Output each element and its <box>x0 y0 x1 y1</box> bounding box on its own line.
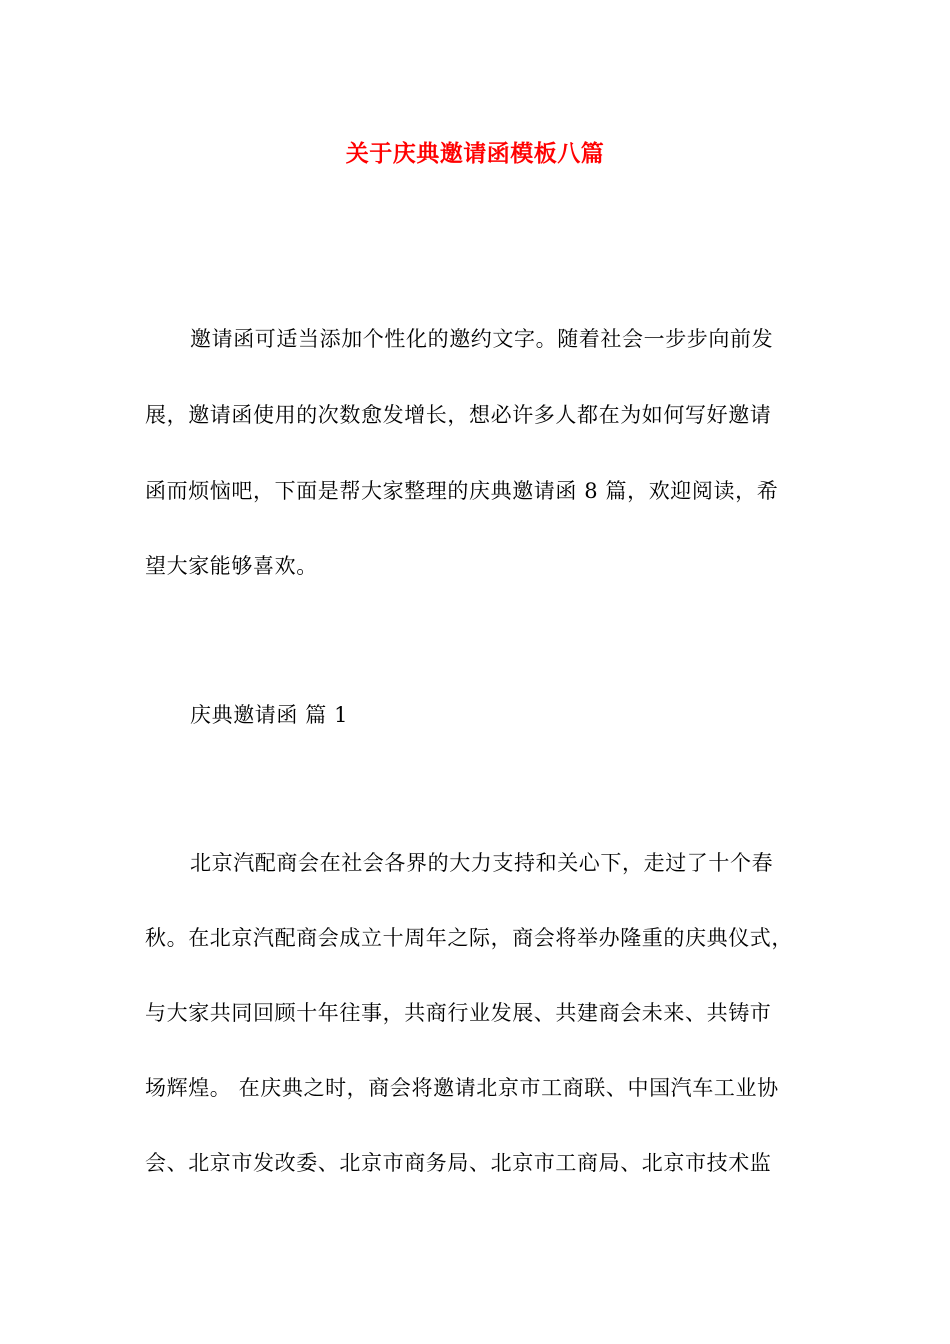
body-line-3: 与大家共同回顾十年往事，共商行业发展、共建商会未来、共铸市 <box>145 1001 772 1025</box>
intro-line-2: 展，邀请函使用的次数愈发增长，想必许多人都在为如何写好邀请 <box>145 403 772 427</box>
intro-line-1: 邀请函可适当添加个性化的邀约文字。随着社会一步步向前发 <box>190 327 774 351</box>
intro-line-3: 函而烦恼吧，下面是帮大家整理的庆典邀请函 8 篇，欢迎阅读，希 <box>145 479 779 503</box>
body-line-5: 会、北京市发改委、北京市商务局、北京市工商局、北京市技术监 <box>145 1151 772 1175</box>
body-line-2: 秋。在北京汽配商会成立十周年之际，商会将举办隆重的庆典仪式， <box>145 926 793 950</box>
intro-line-4: 望大家能够喜欢。 <box>145 554 318 578</box>
document-title: 关于庆典邀请函模板八篇 <box>345 140 605 167</box>
section-heading: 庆典邀请函 篇 1 <box>190 703 349 727</box>
body-line-1: 北京汽配商会在社会各界的大力支持和关心下，走过了十个春 <box>190 851 774 875</box>
body-line-4: 场辉煌。 在庆典之时，商会将邀请北京市工商联、中国汽车工业协 <box>145 1076 779 1100</box>
